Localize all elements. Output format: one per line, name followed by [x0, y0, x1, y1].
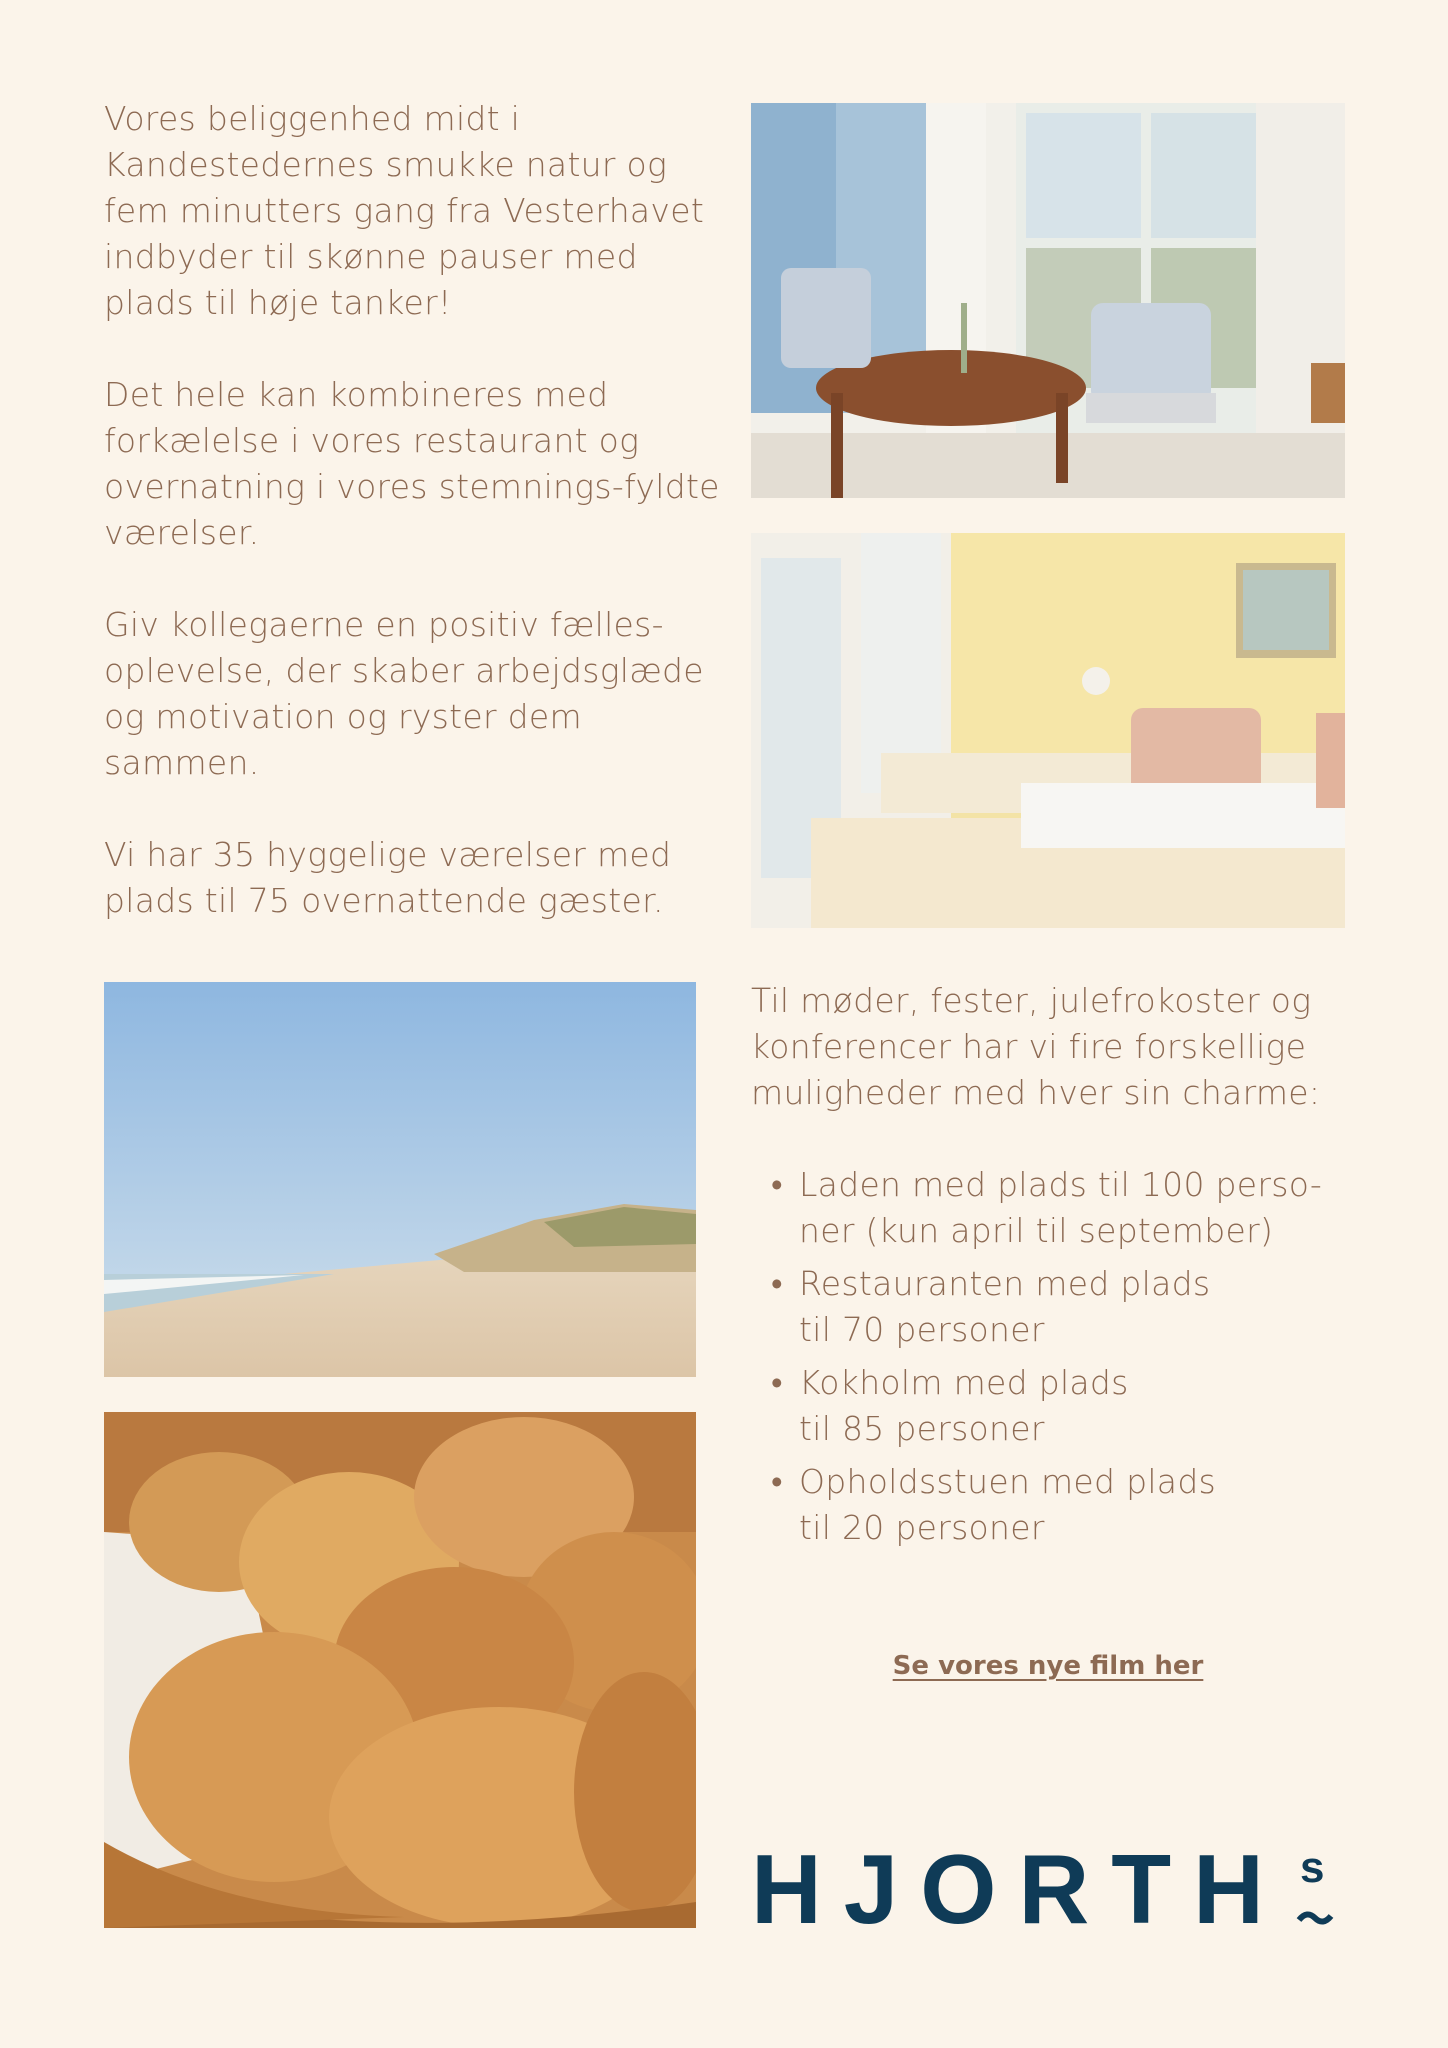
list-item-line: ner (kun april til september) — [799, 1211, 1274, 1250]
bullet-icon: • — [771, 1264, 783, 1303]
list-item-line: Laden med plads til 100 perso- — [799, 1165, 1323, 1204]
logo-wordmark: HJORTH — [751, 1840, 1286, 1940]
venue-list — [771, 1162, 1331, 1558]
list-item-line: Kokholm med plads — [799, 1363, 1129, 1402]
intro-paragraph-team: Giv kollegaerne en positiv fælles-oplevelse, der skaber arbejdsglæde og motivation og ryster dem sammen. — [104, 605, 704, 782]
bread-basket-photo — [104, 1412, 696, 1928]
wave-icon — [1299, 1914, 1331, 1921]
intro-paragraph-rooms: Vi har 35 hyggelige værelser med plads til 75 overnattende gæster. — [104, 835, 672, 920]
venues-intro: Til møder, fester, julefrokoster og konferencer har vi fire forskellige muligheder med hver sin charme: — [751, 981, 1321, 1112]
list-item-line: til 70 personer — [799, 1310, 1045, 1349]
intro-paragraph-restaurant: Det hele kan kombineres med forkælelse i vores restaurant og overnatning i vores stemnings-fyldte værelser. — [104, 375, 720, 552]
list-item-line: Opholdsstuen med plads — [799, 1462, 1217, 1501]
living-room-photo — [751, 103, 1345, 498]
bullet-icon: • — [771, 1165, 783, 1204]
list-item — [771, 1261, 1331, 1353]
list-item — [771, 1459, 1331, 1551]
list-item — [771, 1162, 1331, 1254]
beach-photo — [104, 982, 696, 1377]
logo-mark: s — [1300, 1843, 1325, 1892]
bullet-icon: • — [771, 1462, 783, 1501]
bedroom-photo — [751, 533, 1345, 928]
intro-paragraph-location: Vores beliggenhed midt i Kandestedernes smukke natur og fem minutters gang fra Vesterhavet indbyder til skønne pauser med plads til høje tanker! — [104, 99, 705, 322]
bullet-icon: • — [771, 1363, 783, 1402]
hjorths-logo — [751, 1840, 1351, 1940]
list-item-line: til 85 personer — [799, 1409, 1045, 1448]
list-item-line: Restauranten med plads — [799, 1264, 1211, 1303]
list-item — [771, 1360, 1331, 1452]
list-item-line: til 20 personer — [799, 1508, 1045, 1547]
film-link[interactable]: Se vores nye film her — [892, 1651, 1204, 1681]
